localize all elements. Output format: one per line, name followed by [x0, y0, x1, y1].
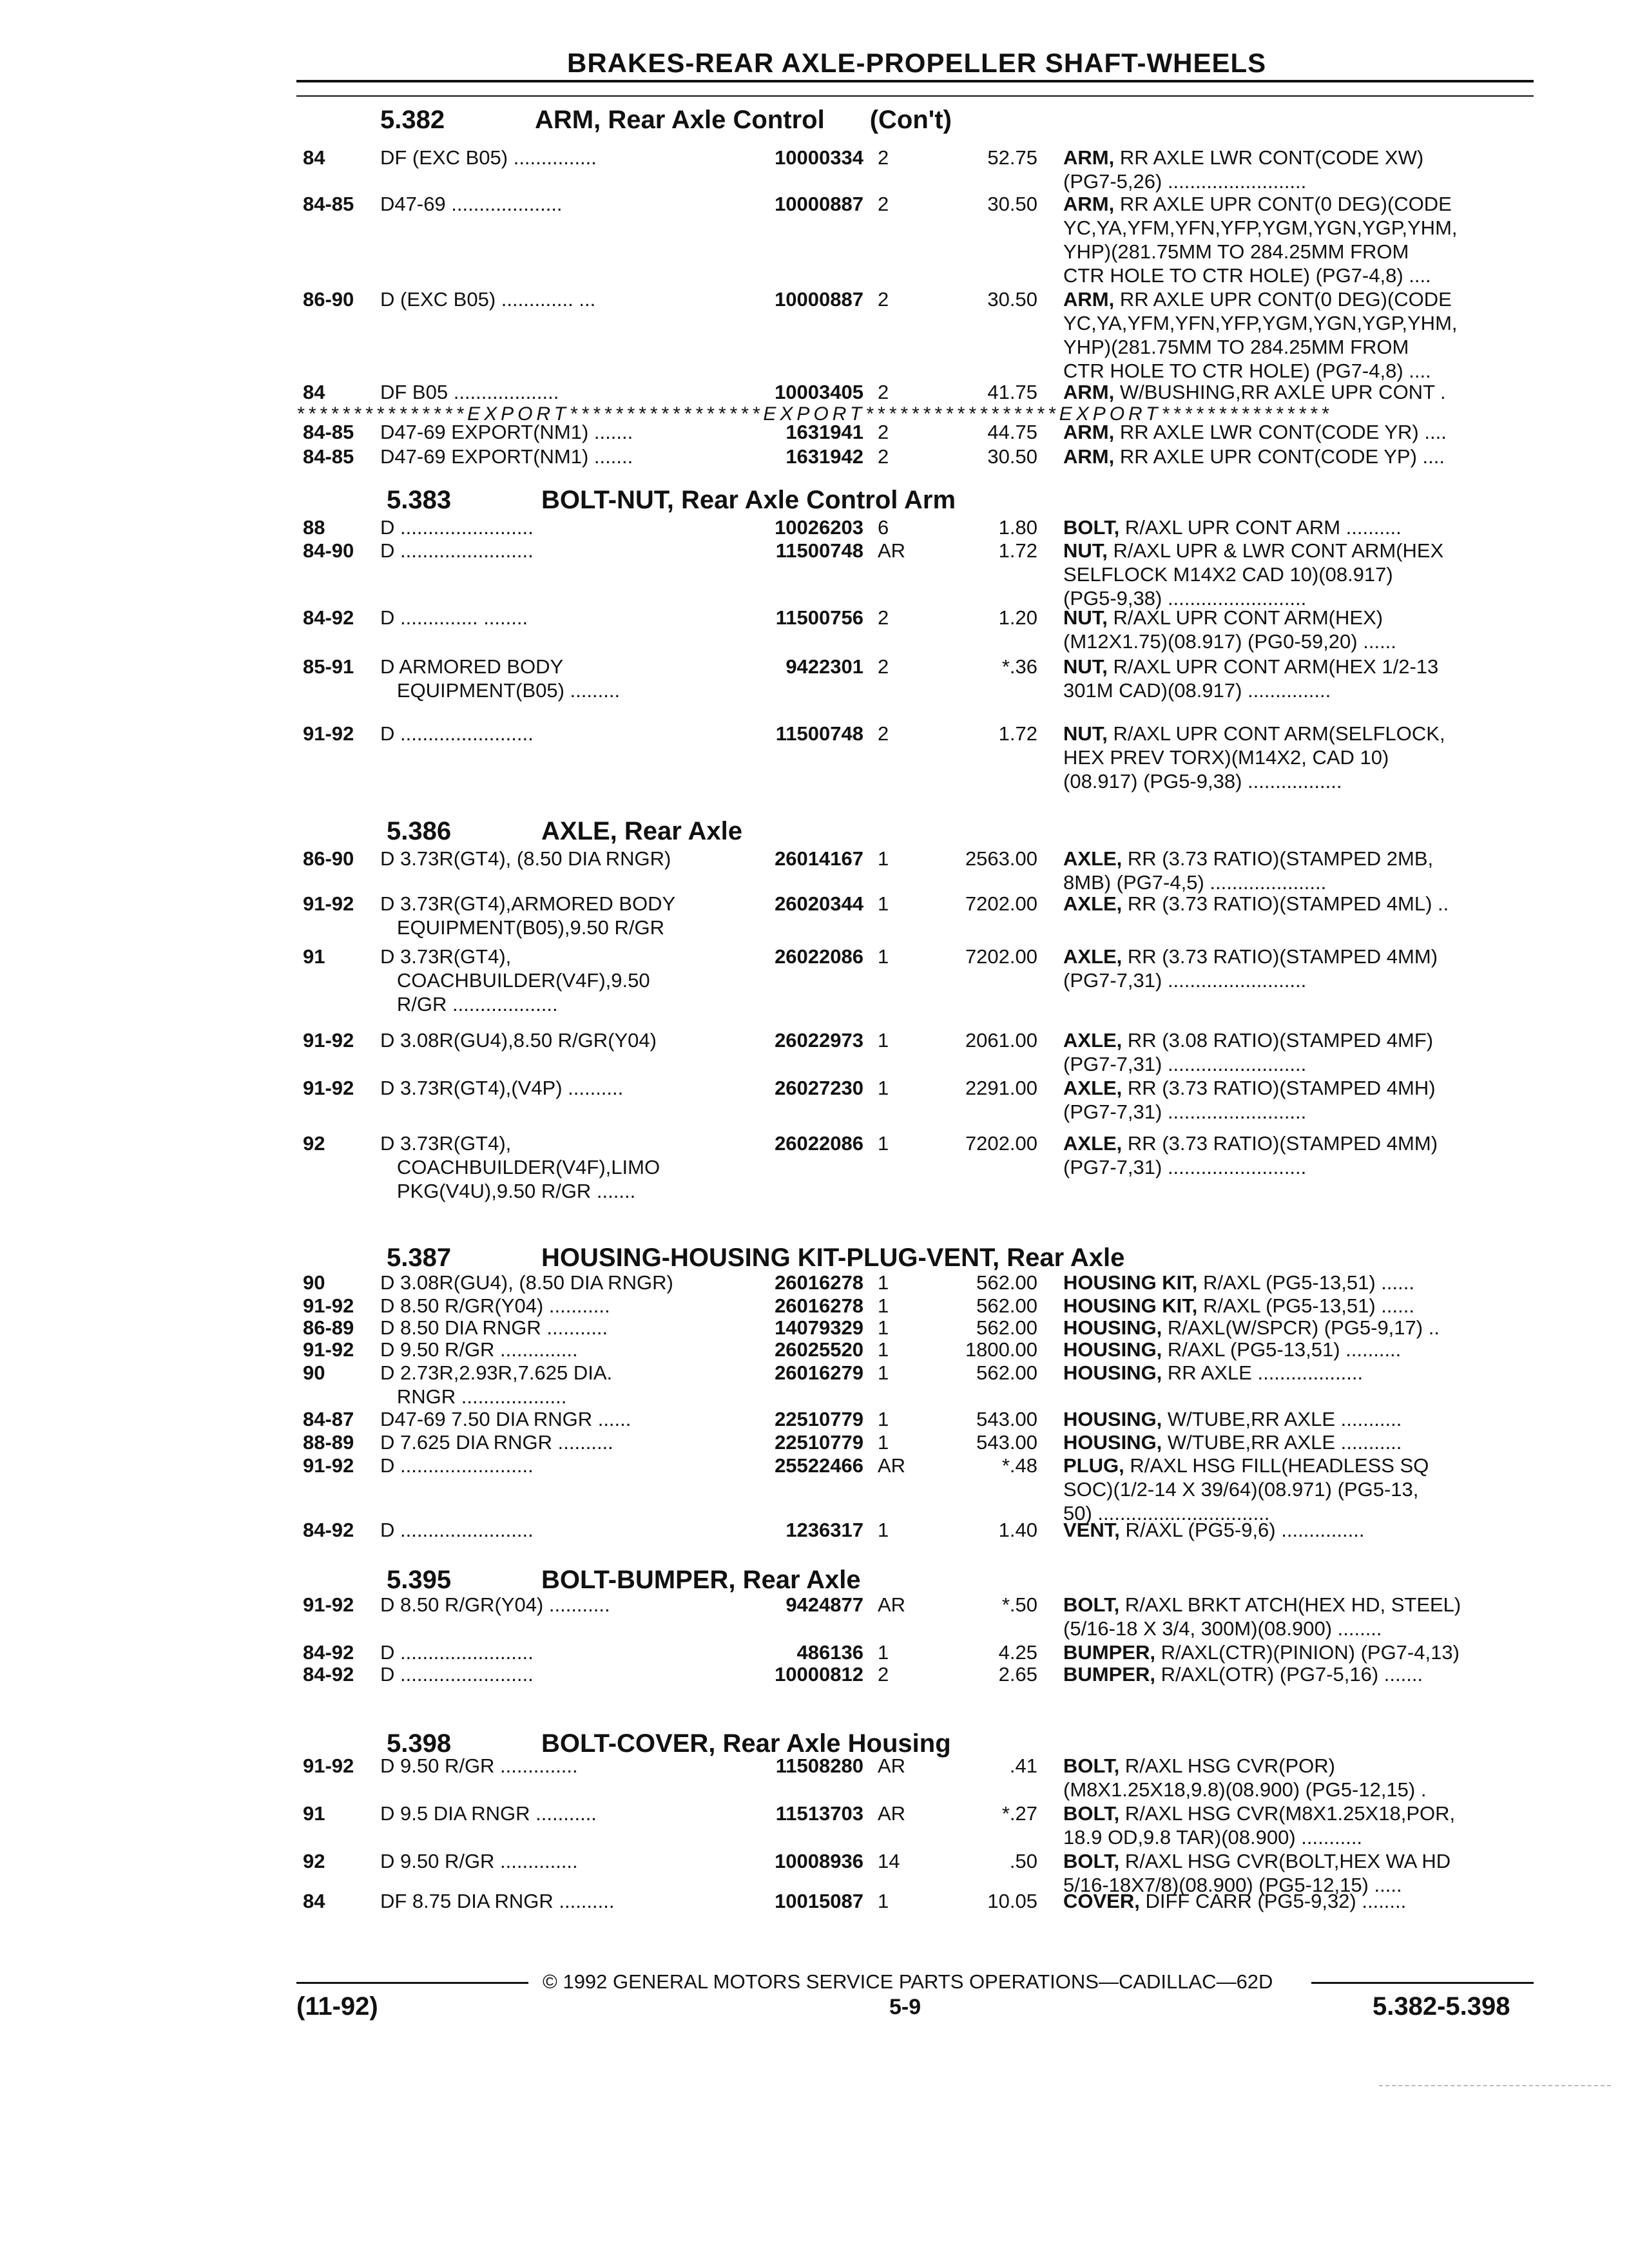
section-heading: [380, 106, 952, 135]
part-description: [1063, 380, 1540, 404]
part-detail: R/AXL UPR CONT ARM(HEX) (M12X1.75)(08.917) (PG0-59,20) ......: [1063, 606, 1396, 653]
model-year: 91-92: [303, 722, 354, 745]
vehicle-description: D ........................: [380, 1519, 534, 1541]
vehicle-description: D47-69 EXPORT(NM1) .......: [380, 445, 633, 468]
part-detail: R/AXL HSG CVR(BOLT,HEX WA HD 5/16-18X7/8)(08.900) (PG5-12,15) .....: [1063, 1850, 1451, 1896]
part-number: 10000334: [775, 146, 863, 169]
part-description: [1063, 1518, 1540, 1542]
footer-page-number: 5-9: [889, 1995, 921, 2019]
part-description: [1063, 1454, 1540, 1525]
part-name: BOLT,: [1063, 1850, 1120, 1872]
part-detail: R/AXL HSG FILL(HEADLESS SQ SOC)(1/2-14 X 39/64)(08.971) (PG5-13, 50) ...............................: [1063, 1454, 1429, 1524]
quantity: AR: [878, 1802, 906, 1825]
part-detail: R/AXL (PG5-13,51) ......: [1197, 1294, 1414, 1317]
model-year: 88-89: [303, 1431, 354, 1454]
part-detail: RR (3.73 RATIO)(STAMPED 4MM) (PG7-7,31) .........................: [1063, 945, 1438, 992]
vehicle-description: D 9.50 R/GR ..............: [380, 1338, 578, 1361]
part-detail: W/BUSHING,RR AXLE UPR CONT .: [1114, 381, 1446, 403]
model-year: 91-92: [303, 1454, 354, 1477]
vehicle-description: D 3.73R(GT4), COACHBUILDER(V4F),LIMO PKG(V4U),9.50 R/GR .......: [380, 1132, 660, 1202]
part-description: [1063, 146, 1540, 193]
vehicle-description: D 3.08R(GU4),8.50 R/GR(Y04): [380, 1029, 657, 1052]
part-name: BUMPER,: [1063, 1641, 1155, 1664]
section-heading: [387, 1566, 861, 1595]
list-price: .50: [1009, 1850, 1037, 1872]
vehicle-description: D 7.625 DIA RNGR ..........: [380, 1431, 613, 1454]
part-name: ARM,: [1063, 146, 1115, 169]
part-number: 10000812: [775, 1663, 863, 1686]
part-name: COVER,: [1063, 1890, 1140, 1912]
vehicle-description: DF (EXC B05) ...............: [380, 146, 597, 169]
part-name: HOUSING,: [1063, 1408, 1162, 1430]
list-price: 2291.00: [965, 1077, 1037, 1099]
part-number: 22510779: [775, 1408, 863, 1430]
part-detail: RR AXLE LWR CONT(CODE YR) ....: [1114, 421, 1447, 443]
part-number: 10003405: [775, 381, 863, 403]
vehicle-description: D 8.50 DIA RNGR ...........: [380, 1316, 608, 1339]
vehicle-description: D ........................: [380, 1663, 534, 1686]
part-name: HOUSING,: [1063, 1361, 1162, 1384]
vehicle-description: D 3.73R(GT4),(V4P) ..........: [380, 1077, 624, 1099]
vehicle-description: D 3.73R(GT4), COACHBUILDER(V4F),9.50 R/GR ...................: [380, 945, 650, 1015]
part-description: [1063, 420, 1540, 444]
model-year: 84-90: [303, 539, 354, 562]
model-year: 92: [303, 1132, 325, 1155]
model-year: 91-92: [303, 1029, 354, 1052]
part-name: HOUSING,: [1063, 1316, 1162, 1339]
part-number: 11500748: [775, 722, 863, 745]
export-divider: ***************EXPORT*****************EXPORT*****************EXPORT***************: [296, 403, 1333, 425]
page-header: BRAKES-REAR AXLE-PROPELLER SHAFT-WHEELS: [567, 48, 1267, 78]
part-description: [1063, 606, 1540, 653]
part-number: 22510779: [775, 1431, 863, 1454]
list-price: *.27: [1001, 1802, 1037, 1825]
model-year: 86-90: [303, 288, 354, 311]
part-description: [1063, 1294, 1540, 1318]
list-price: 41.75: [987, 381, 1037, 403]
section-continued: (Con't): [869, 106, 952, 134]
list-price: 4.25: [998, 1641, 1037, 1664]
model-year: 91-92: [303, 1754, 354, 1777]
part-detail: RR AXLE LWR CONT(CODE XW) (PG7-5,26) .........................: [1063, 146, 1424, 193]
quantity: AR: [878, 539, 906, 562]
section-number: 5.387: [387, 1244, 452, 1272]
quantity: 1: [878, 1890, 889, 1912]
quantity: AR: [878, 1454, 906, 1477]
vehicle-description: D ARMORED BODY EQUIPMENT(B05) .........: [380, 655, 621, 702]
part-description: [1063, 892, 1540, 916]
part-description: [1063, 1802, 1540, 1849]
list-price: *.36: [1001, 655, 1037, 678]
list-price: 1800.00: [965, 1338, 1037, 1361]
model-year: 84-85: [303, 421, 354, 443]
part-description: [1063, 1316, 1540, 1340]
quantity: 1: [878, 1641, 889, 1664]
section-number: 5.398: [387, 1729, 452, 1758]
part-number: 486136: [796, 1641, 863, 1664]
part-number: 26022973: [775, 1029, 863, 1052]
part-name: PLUG,: [1063, 1454, 1124, 1477]
quantity: 2: [878, 445, 889, 468]
part-name: HOUSING,: [1063, 1338, 1162, 1361]
list-price: 2.65: [998, 1663, 1037, 1686]
scan-artifact-line: [1379, 2085, 1611, 2086]
part-description: [1063, 539, 1540, 610]
top-rule: [296, 95, 1534, 97]
model-year: 84: [303, 1890, 325, 1912]
section-number: 5.383: [387, 486, 452, 514]
part-number: 9424877: [786, 1593, 863, 1616]
part-number: 1631942: [786, 445, 863, 468]
part-number: 26016278: [775, 1294, 863, 1317]
vehicle-description: D 8.50 R/GR(Y04) ...........: [380, 1593, 610, 1616]
quantity: 1: [878, 1077, 889, 1099]
part-description: [1063, 1271, 1540, 1294]
part-detail: R/AXL BRKT ATCH(HEX HD, STEEL) (5/16-18 X 3/4, 300M)(08.900) ........: [1063, 1593, 1461, 1640]
model-year: 91-92: [303, 1593, 354, 1616]
model-year: 84: [303, 381, 325, 403]
section-heading: [387, 817, 742, 846]
part-name: NUT,: [1063, 539, 1108, 562]
part-detail: R/AXL HSG CVR(M8X1.25X18,POR, 18.9 OD,9.8 TAR)(08.900) ...........: [1063, 1802, 1456, 1849]
part-detail: DIFF CARR (PG5-9,32) ........: [1139, 1890, 1407, 1912]
model-year: 86-90: [303, 847, 354, 870]
model-year: 91-92: [303, 1294, 354, 1317]
vehicle-description: DF 8.75 DIA RNGR ..........: [380, 1890, 615, 1912]
part-name: BOLT,: [1063, 1754, 1120, 1777]
part-number: 26016278: [775, 1271, 863, 1294]
model-year: 91-92: [303, 1338, 354, 1361]
part-number: 26022086: [775, 945, 863, 968]
model-year: 91-92: [303, 892, 354, 915]
model-year: 84: [303, 146, 325, 169]
vehicle-description: D ........................: [380, 516, 534, 539]
part-name: ARM,: [1063, 381, 1115, 403]
vehicle-description: D ........................: [380, 1641, 534, 1664]
part-detail: R/AXL(OTR) (PG7-5,16) .......: [1155, 1663, 1423, 1686]
list-price: 30.50: [987, 445, 1037, 468]
part-detail: RR AXLE ...................: [1162, 1361, 1364, 1384]
part-description: [1063, 1361, 1540, 1385]
section-number: 5.395: [387, 1566, 452, 1594]
quantity: 2: [878, 1663, 889, 1686]
part-name: NUT,: [1063, 606, 1108, 629]
footer-date: (11-92): [296, 1992, 378, 2021]
part-description: [1063, 1338, 1540, 1361]
list-price: 543.00: [976, 1408, 1037, 1430]
vehicle-description: D ........................: [380, 539, 534, 562]
vehicle-description: D ........................: [380, 1454, 534, 1477]
part-name: AXLE,: [1063, 945, 1123, 968]
vehicle-description: D 3.73R(GT4), (8.50 DIA RNGR): [380, 847, 671, 870]
part-description: [1063, 1407, 1540, 1431]
list-price: 2061.00: [965, 1029, 1037, 1052]
part-description: [1063, 1640, 1540, 1664]
section-heading: [387, 1244, 1124, 1273]
model-year: 84-92: [303, 1641, 354, 1664]
footer-rule-right: [1311, 1982, 1534, 1984]
list-price: 1.72: [998, 539, 1037, 562]
part-name: AXLE,: [1063, 892, 1123, 915]
section-title: BOLT-NUT, Rear Axle Control Arm: [541, 486, 956, 514]
quantity: 2: [878, 381, 889, 403]
part-name: HOUSING KIT,: [1063, 1294, 1198, 1317]
part-detail: RR (3.73 RATIO)(STAMPED 4MM) (PG7-7,31) .........................: [1063, 1132, 1438, 1178]
quantity: 1: [878, 945, 889, 968]
model-year: 84-92: [303, 1519, 354, 1541]
part-number: 11513703: [775, 1802, 863, 1825]
part-number: 10026203: [775, 516, 863, 539]
quantity: AR: [878, 1593, 906, 1616]
list-price: 562.00: [976, 1316, 1037, 1339]
part-number: 26027230: [775, 1077, 863, 1099]
quantity: 1: [878, 1132, 889, 1155]
part-number: 10015087: [775, 1890, 863, 1912]
part-detail: RR (3.08 RATIO)(STAMPED 4MF) (PG7-7,31) .........................: [1063, 1029, 1434, 1075]
part-detail: RR (3.73 RATIO)(STAMPED 4MH) (PG7-7,31) .........................: [1063, 1077, 1436, 1123]
quantity: 2: [878, 288, 889, 311]
list-price: 562.00: [976, 1294, 1037, 1317]
quantity: 14: [878, 1850, 900, 1872]
model-year: 84-87: [303, 1408, 354, 1430]
part-number: 10000887: [775, 193, 863, 215]
quantity: 2: [878, 421, 889, 443]
list-price: 1.80: [998, 516, 1037, 539]
section-title: HOUSING-HOUSING KIT-PLUG-VENT, Rear Axle: [541, 1244, 1125, 1272]
part-detail: RR AXLE UPR CONT(0 DEG)(CODE YC,YA,YFM,YFN,YFP,YGM,YGN,YGP,YHM, YHP)(281.75MM TO 284.25MM FROM CTR HOLE TO CTR HOLE) (PG7-4,8) ....: [1063, 193, 1458, 287]
part-description: [1063, 655, 1540, 702]
list-price: 10.05: [987, 1890, 1037, 1912]
part-name: AXLE,: [1063, 1077, 1123, 1099]
vehicle-description: D .............. ........: [380, 606, 528, 629]
model-year: 91: [303, 1802, 325, 1825]
part-description: [1063, 1662, 1540, 1686]
vehicle-description: D 9.50 R/GR ..............: [380, 1754, 578, 1777]
quantity: 1: [878, 1408, 889, 1430]
list-price: *.48: [1001, 1454, 1037, 1477]
list-price: 52.75: [987, 146, 1037, 169]
part-detail: R/AXL(W/SPCR) (PG5-9,17) ..: [1162, 1316, 1440, 1339]
part-number: 10008936: [775, 1850, 863, 1872]
part-detail: R/AXL (PG5-9,6) ...............: [1119, 1519, 1365, 1541]
part-detail: R/AXL UPR CONT ARM ..........: [1119, 516, 1402, 539]
vehicle-description: D47-69 7.50 DIA RNGR ......: [380, 1408, 631, 1430]
model-year: 84-92: [303, 606, 354, 629]
part-detail: RR (3.73 RATIO)(STAMPED 4ML) ..: [1122, 892, 1449, 915]
section-title: AXLE, Rear Axle: [541, 817, 742, 845]
part-description: [1063, 192, 1540, 287]
quantity: 1: [878, 892, 889, 915]
vehicle-description: D 9.5 DIA RNGR ...........: [380, 1802, 597, 1825]
part-description: [1063, 1430, 1540, 1454]
vehicle-description: D ........................: [380, 722, 534, 745]
part-name: AXLE,: [1063, 1029, 1123, 1052]
quantity: 1: [878, 1294, 889, 1317]
model-year: 90: [303, 1361, 325, 1384]
part-name: BUMPER,: [1063, 1663, 1155, 1686]
footer-rule-left: [296, 1982, 528, 1984]
part-name: ARM,: [1063, 445, 1115, 468]
list-price: 1.40: [998, 1519, 1037, 1541]
model-year: 85-91: [303, 655, 354, 678]
quantity: 2: [878, 606, 889, 629]
part-number: 11500756: [775, 606, 863, 629]
part-description: [1063, 515, 1540, 539]
list-price: 1.20: [998, 606, 1037, 629]
model-year: 84-85: [303, 193, 354, 215]
list-price: 1.72: [998, 722, 1037, 745]
part-detail: R/AXL (PG5-13,51) ..........: [1162, 1338, 1402, 1361]
list-price: 7202.00: [965, 892, 1037, 915]
vehicle-description: D 9.50 R/GR ..............: [380, 1850, 578, 1872]
part-description: [1063, 1131, 1540, 1179]
part-detail: R/AXL UPR CONT ARM(SELFLOCK, HEX PREV TORX)(M14X2, CAD 10) (08.917) (PG5-9,38) .................: [1063, 722, 1445, 793]
part-name: AXLE,: [1063, 1132, 1123, 1155]
quantity: 1: [878, 1338, 889, 1361]
part-name: ARM,: [1063, 288, 1115, 311]
section-title: ARM, Rear Axle Control: [535, 106, 825, 134]
vehicle-description: D47-69 ....................: [380, 193, 563, 215]
model-year: 91-92: [303, 1077, 354, 1099]
part-detail: R/AXL(CTR)(PINION) (PG7-4,13): [1155, 1641, 1460, 1664]
part-name: ARM,: [1063, 193, 1115, 215]
quantity: 2: [878, 722, 889, 745]
section-title: BOLT-BUMPER, Rear Axle: [541, 1566, 861, 1594]
list-price: 7202.00: [965, 945, 1037, 968]
model-year: 90: [303, 1271, 325, 1294]
part-description: [1063, 847, 1540, 894]
quantity: 1: [878, 1519, 889, 1541]
list-price: 7202.00: [965, 1132, 1037, 1155]
part-name: VENT,: [1063, 1519, 1120, 1541]
vehicle-description: D 3.73R(GT4),ARMORED BODY EQUIPMENT(B05),9.50 R/GR: [380, 892, 676, 939]
part-number: 11508280: [775, 1754, 863, 1777]
list-price: 2563.00: [965, 847, 1037, 870]
footer-copyright: © 1992 GENERAL MOTORS SERVICE PARTS OPERATIONS—CADILLAC—62D: [543, 1970, 1273, 1993]
list-price: 562.00: [976, 1271, 1037, 1294]
part-number: 25522466: [775, 1454, 863, 1477]
part-description: [1063, 1889, 1540, 1913]
part-detail: W/TUBE,RR AXLE ...........: [1162, 1431, 1402, 1454]
vehicle-description: D 8.50 R/GR(Y04) ...........: [380, 1294, 610, 1317]
part-number: 26016279: [775, 1361, 863, 1384]
quantity: 1: [878, 1271, 889, 1294]
vehicle-description: DF B05 ...................: [380, 381, 559, 403]
part-name: AXLE,: [1063, 847, 1123, 870]
part-number: 26020344: [775, 892, 863, 915]
part-number: 11500748: [775, 539, 863, 562]
section-number: 5.382: [380, 106, 445, 134]
list-price: 543.00: [976, 1431, 1037, 1454]
footer-section-range: 5.382-5.398: [1373, 1992, 1510, 2021]
quantity: 2: [878, 193, 889, 215]
list-price: 562.00: [976, 1361, 1037, 1384]
quantity: 1: [878, 1316, 889, 1339]
list-price: 44.75: [987, 421, 1037, 443]
part-number: 1631941: [786, 421, 863, 443]
model-year: 92: [303, 1850, 325, 1872]
part-name: HOUSING KIT,: [1063, 1271, 1198, 1294]
section-heading: [387, 486, 956, 515]
part-detail: RR (3.73 RATIO)(STAMPED 2MB, 8MB) (PG7-4,5) .....................: [1063, 847, 1434, 894]
list-price: 30.50: [987, 193, 1037, 215]
part-name: NUT,: [1063, 722, 1108, 745]
model-year: 84-92: [303, 1663, 354, 1686]
part-name: NUT,: [1063, 655, 1108, 678]
part-detail: W/TUBE,RR AXLE ...........: [1162, 1408, 1402, 1430]
part-detail: R/AXL HSG CVR(POR) (M8X1.25X18,9.8)(08.900) (PG5-12,15) .: [1063, 1754, 1427, 1801]
part-name: BOLT,: [1063, 1593, 1120, 1616]
part-name: HOUSING,: [1063, 1431, 1162, 1454]
quantity: 2: [878, 146, 889, 169]
part-name: ARM,: [1063, 421, 1115, 443]
part-number: 14079329: [775, 1316, 863, 1339]
list-price: 30.50: [987, 288, 1037, 311]
model-year: 86-89: [303, 1316, 354, 1339]
part-detail: R/AXL UPR CONT ARM(HEX 1/2-13 301M CAD)(08.917) ...............: [1063, 655, 1439, 702]
part-description: [1063, 287, 1540, 383]
part-detail: RR AXLE UPR CONT(0 DEG)(CODE YC,YA,YFM,YFN,YFP,YGM,YGN,YGP,YHM, YHP)(281.75MM TO 284.25MM FROM CTR HOLE TO CTR HOLE) (PG7-4,8) ....: [1063, 288, 1458, 382]
part-description: [1063, 1028, 1540, 1076]
part-description: [1063, 1754, 1540, 1802]
part-description: [1063, 722, 1540, 793]
section-number: 5.386: [387, 817, 452, 845]
part-detail: RR AXLE UPR CONT(CODE YP) ....: [1114, 445, 1445, 468]
quantity: AR: [878, 1754, 906, 1777]
part-number: 26022086: [775, 1132, 863, 1155]
part-number: 9422301: [786, 655, 863, 678]
part-number: 1236317: [786, 1519, 863, 1541]
section-title: BOLT-COVER, Rear Axle Housing: [541, 1729, 951, 1758]
header-rule: [296, 80, 1534, 82]
vehicle-description: D 2.73R,2.93R,7.625 DIA. RNGR ...................: [380, 1361, 613, 1408]
model-year: 88: [303, 516, 325, 539]
part-detail: R/AXL UPR & LWR CONT ARM(HEX SELFLOCK M14X2 CAD 10)(08.917) (PG5-9,38) .........................: [1063, 539, 1444, 610]
part-number: 26025520: [775, 1338, 863, 1361]
quantity: 1: [878, 1029, 889, 1052]
part-name: BOLT,: [1063, 516, 1120, 539]
quantity: 1: [878, 847, 889, 870]
model-year: 91: [303, 945, 325, 968]
quantity: 2: [878, 655, 889, 678]
vehicle-description: D (EXC B05) ............. ...: [380, 288, 596, 311]
part-detail: R/AXL (PG5-13,51) ......: [1197, 1271, 1414, 1294]
part-number: 26014167: [775, 847, 863, 870]
quantity: 1: [878, 1361, 889, 1384]
vehicle-description: D47-69 EXPORT(NM1) .......: [380, 421, 633, 443]
vehicle-description: D 3.08R(GU4), (8.50 DIA RNGR): [380, 1271, 673, 1294]
list-price: *.50: [1001, 1593, 1037, 1616]
list-price: .41: [1009, 1754, 1037, 1777]
part-number: 10000887: [775, 288, 863, 311]
quantity: 1: [878, 1431, 889, 1454]
model-year: 84-85: [303, 445, 354, 468]
part-description: [1063, 1593, 1540, 1640]
part-name: BOLT,: [1063, 1802, 1120, 1825]
part-description: [1063, 445, 1540, 468]
quantity: 6: [878, 516, 889, 539]
part-description: [1063, 1076, 1540, 1124]
part-description: [1063, 945, 1540, 992]
